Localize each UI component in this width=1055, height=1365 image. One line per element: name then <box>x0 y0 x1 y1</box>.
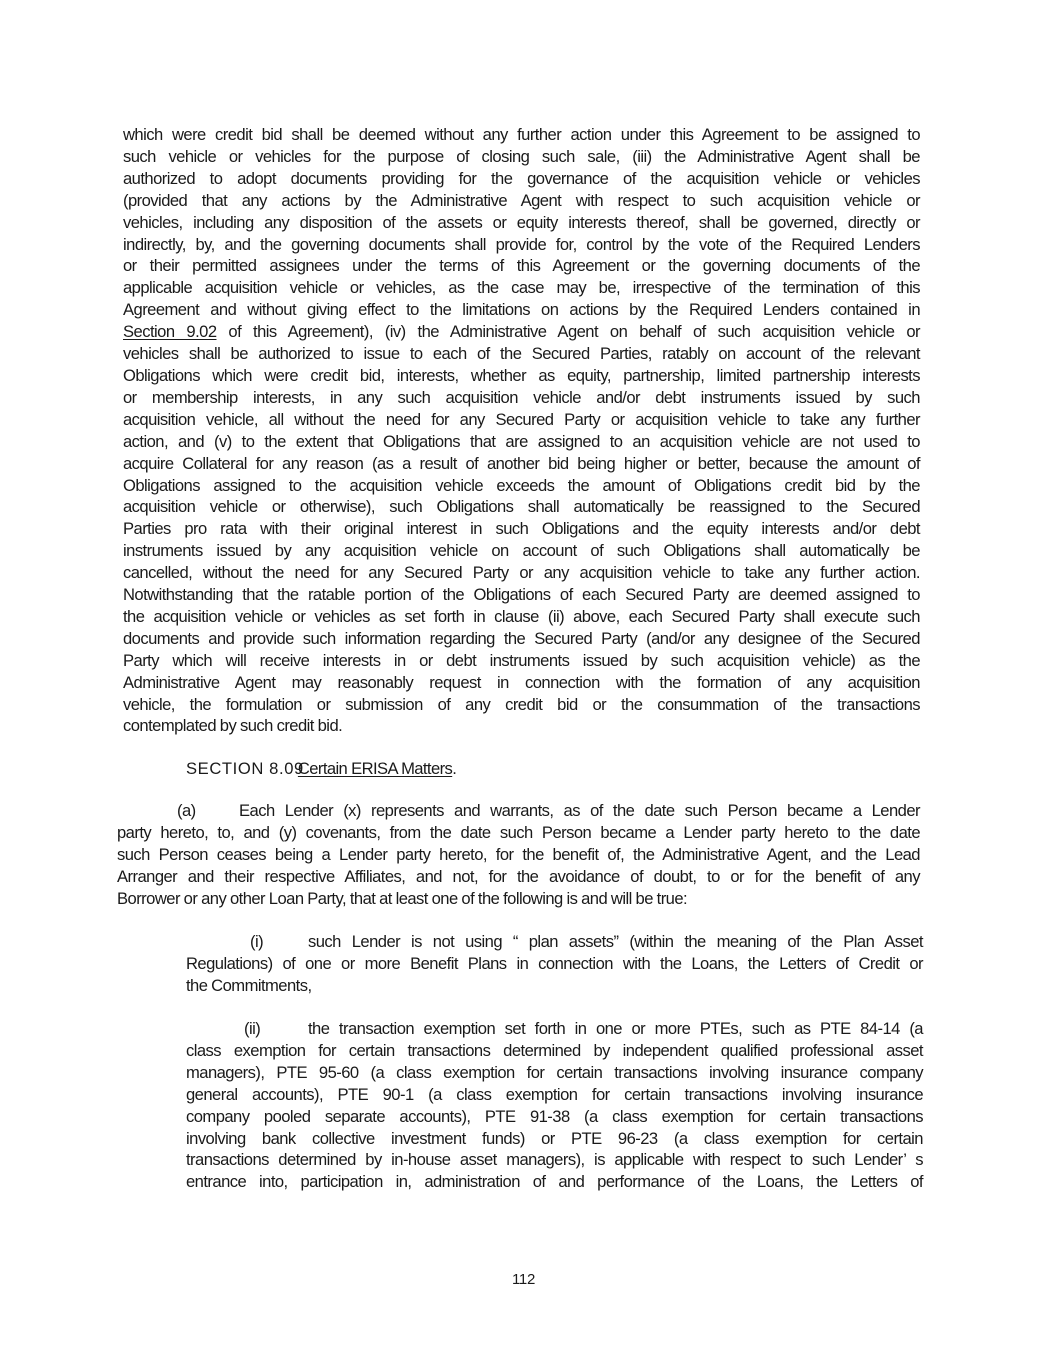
text-line: which were credit bid shall be deemed without any further action under this Agreement to be assigned to <box>123 125 920 144</box>
text-line: such Person ceases being a Lender party hereto, for the benefit of, the Administrative Agent, and the Lead <box>117 844 920 864</box>
section-number: SECTION 8.09 <box>186 759 304 778</box>
section-title-period: . <box>452 759 457 778</box>
text-line: documents and provide such information regarding the Secured Party (and/or any designee of the Secured <box>123 628 920 648</box>
section-title: Certain ERISA Matters <box>297 759 453 778</box>
clause-label: (ii) <box>244 1019 261 1038</box>
text-line: acquisition vehicle, all without the need for any Secured Party or acquisition vehicle to take any further <box>123 409 920 429</box>
text-line: acquisition vehicle or otherwise), such Obligations shall automatically be reassigned to the Secured <box>123 497 920 517</box>
continued-paragraph <box>123 124 920 737</box>
text-line: Regulations) of one or more Benefit Plans in connection with the Loans, the Letters of Credit or <box>186 953 923 973</box>
paragraph-a <box>117 800 920 910</box>
text-line: authorized to adopt documents providing for the governance of the acquisition vehicle or vehicles <box>123 168 920 188</box>
text-line: Borrower or any other Loan Party, that at least one of the following is and will be true: <box>117 888 688 908</box>
paragraph-label: (a) <box>177 801 196 820</box>
text-line: applicable acquisition vehicle or vehicles, as the case may be, irrespective of the termination of this <box>123 278 920 298</box>
text-line: action, and (v) to the extent that Obligations that are assigned to an acquisition vehicle are not used to <box>123 431 920 451</box>
text-line: Agreement and without giving effect to the limitations on actions by the Required Lenders contained in <box>123 300 920 320</box>
text-fragment: such Lender is not using “ plan assets” (within the meaning of the Plan Asset <box>308 932 923 951</box>
text-line: cancelled, without the need for any Secured Party or any acquisition vehicle to take any further action. <box>123 563 920 583</box>
text-line: or their permitted assignees under the terms of this Agreement or the governing documents of the <box>123 256 920 276</box>
text-line: indirectly, by, and the governing documents shall provide for, control by the vote of the Required Lenders <box>123 234 920 254</box>
text-line: instruments issued by any acquisition vehicle on account of such Obligations shall automatically be <box>123 541 920 561</box>
text-line: the Commitments, <box>186 975 312 995</box>
text-fragment: Each Lender (x) represents and warrants, as of the date such Person became a Lender <box>239 801 920 820</box>
text-line <box>186 1018 923 1040</box>
text-line: involving bank collective investment funds) or PTE 96-23 (a class exemption for certain <box>186 1128 923 1148</box>
text-line <box>117 800 920 822</box>
clause-i <box>186 931 923 997</box>
text-line: (provided that any actions by the Administrative Agent with respect to such acquisition vehicle or <box>123 190 920 210</box>
text-line-with-link <box>123 321 920 343</box>
text-line: Obligations which were credit bid, interests, whether as equity, partnership, limited partnership interests <box>123 365 920 385</box>
text-line: Administrative Agent may reasonably request in connection with the formation of any acquisition <box>123 672 920 692</box>
text-fragment: of this Agreement), (iv) the Administrative Agent on behalf of such acquisition vehicle or <box>228 322 920 342</box>
text-line: managers), PTE 95-60 (a class exemption for certain transactions involving insurance company <box>186 1062 923 1082</box>
text-line: vehicles shall be authorized to issue to each of the Secured Parties, ratably on account of the relevant <box>123 344 920 364</box>
text-line: party hereto, to, and (y) covenants, from the date such Person became a Lender party hereto to the date <box>117 822 920 842</box>
text-line: transactions determined by in-house asset managers), is applicable with respect to such Lender’ s <box>186 1150 923 1170</box>
text-line: vehicle, the formulation or submission of any credit bid or the consummation of the transactions <box>123 694 920 714</box>
section-heading <box>186 758 457 780</box>
text-line: contemplated by such credit bid. <box>123 716 343 736</box>
text-fragment: the transaction exemption set forth in one or more PTEs, such as PTE 84-14 (a <box>308 1019 923 1038</box>
text-line: Notwithstanding that the ratable portion of the Obligations of each Secured Party are deemed assigned to <box>123 585 920 605</box>
text-line: Party which will receive interests in or debt instruments issued by such acquisition vehicle) as the <box>123 650 920 670</box>
text-line: or membership interests, in any such acquisition vehicle and/or debt instruments issued by such <box>123 387 920 407</box>
page-number: 112 <box>511 1271 535 1288</box>
text-line: class exemption for certain transactions determined by independent qualified professional asset <box>186 1040 923 1060</box>
text-line: entrance into, participation in, administration of and performance of the Loans, the Letters of <box>186 1172 923 1192</box>
clause-label: (i) <box>250 932 264 951</box>
section-reference-link[interactable]: Section 9.02 <box>123 322 217 342</box>
text-line: general accounts), PTE 90-1 (a class exemption for certain transactions involving insurance <box>186 1084 923 1104</box>
text-line: Obligations assigned to the acquisition vehicle exceeds the amount of Obligations credit bid by the <box>123 475 920 495</box>
text-line: such vehicle or vehicles for the purpose of closing such sale, (iii) the Administrative Agent shall be <box>123 146 920 166</box>
text-line: Arranger and their respective Affiliates, and not, for the avoidance of doubt, to or for the benefit of any <box>117 866 920 886</box>
text-line: company pooled separate accounts), PTE 91-38 (a class exemption for certain transactions <box>186 1106 923 1126</box>
text-line: vehicles, including any disposition of the assets or equity interests thereof, shall be governed, directly or <box>123 212 920 232</box>
clause-ii <box>186 1018 923 1193</box>
text-line <box>186 931 923 953</box>
text-line: the acquisition vehicle or vehicles as set forth in clause (ii) above, each Secured Party shall execute such <box>123 606 920 626</box>
text-line: Parties pro rata with their original interest in such Obligations and the equity interests and/or debt <box>123 519 920 539</box>
text-line: acquire Collateral for any reason (as a result of another bid being higher or better, because the amount of <box>123 453 920 473</box>
